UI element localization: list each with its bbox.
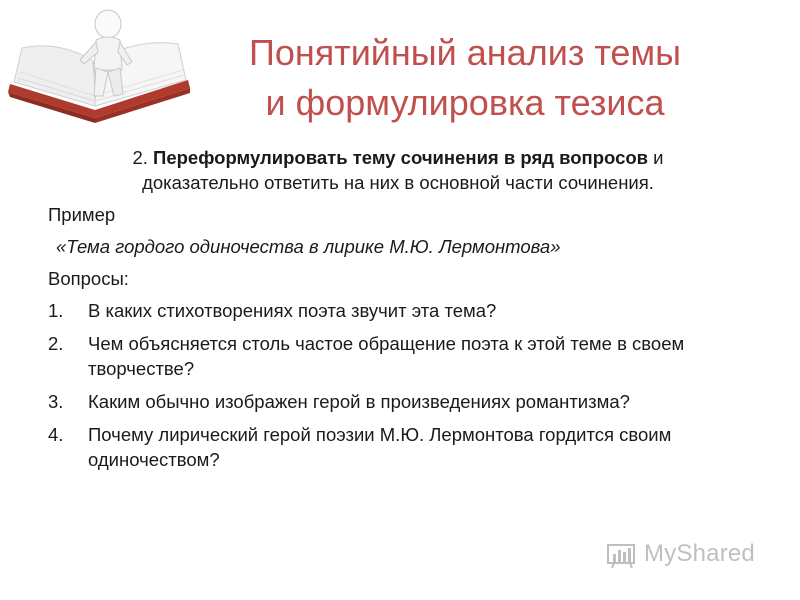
list-item [48, 389, 748, 414]
question-text: Каким обычно изображен герой в произведениях романтизма? [88, 391, 630, 412]
question-number: 4. [48, 424, 64, 445]
questions-label: Вопросы: [48, 268, 129, 289]
questions-list [48, 298, 748, 472]
lead-text-2: доказательно ответить на них в основной части сочинения. [142, 172, 654, 193]
lead-number: 2. [132, 147, 148, 168]
title-line-1: Понятийный анализ темы [248, 32, 682, 73]
lead-bold-text: Переформулировать тему сочинения в ряд вопросов [153, 147, 649, 168]
lead-paragraph [48, 145, 748, 195]
figure-on-book-icon [0, 0, 200, 135]
question-number: 3. [48, 391, 64, 412]
example-topic: «Тема гордого одиночества в лирике М.Ю. Лермонтова» [56, 236, 561, 257]
slide-body [48, 145, 748, 480]
question-number: 1. [48, 300, 64, 321]
myshared-watermark [606, 537, 766, 571]
question-text: Почему лирический герой поэзии М.Ю. Лермонтова гордится своим одиночеством? [88, 424, 672, 470]
list-item [48, 331, 748, 381]
example-label: Пример [48, 204, 116, 225]
title-line-2: и формулировка тезиса [265, 82, 665, 123]
lead-text-1: и [648, 147, 664, 168]
question-text: В каких стихотворениях поэта звучит эта тема? [88, 300, 497, 321]
list-item [48, 422, 748, 472]
bar-chart-icon [606, 539, 638, 569]
list-item [48, 298, 748, 323]
slide-title [205, 28, 725, 128]
question-text: Чем объясняется столь частое обращение поэта к этой теме в своем творчестве? [88, 333, 685, 379]
question-number: 2. [48, 333, 64, 354]
watermark-text: MyShared [644, 540, 755, 567]
